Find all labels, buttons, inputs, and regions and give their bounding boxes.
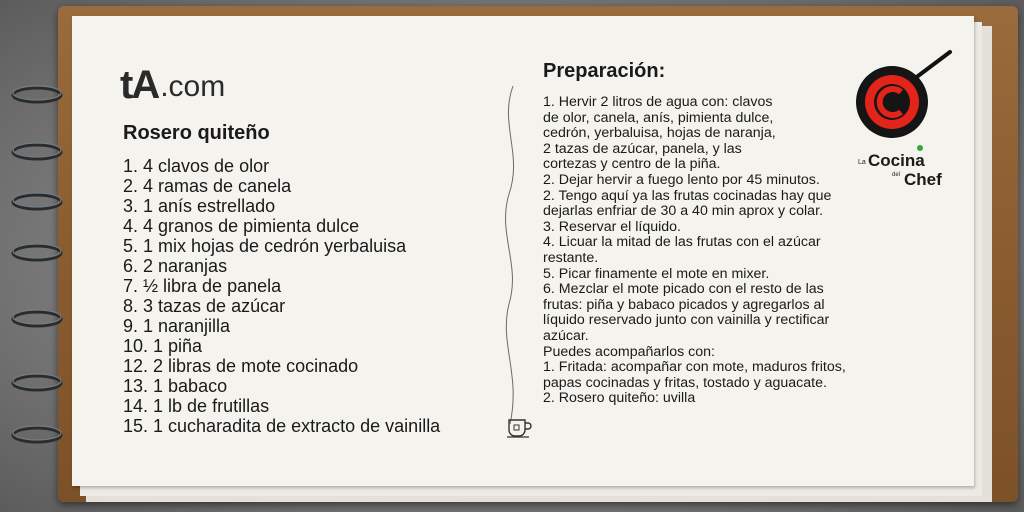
preparation-line: 2. Tengo aquí ya las frutas cocinadas hay que [543,187,832,204]
preparation-line: papas cocinadas y fritas, tostado y aguacate. [543,374,827,391]
preparation-line: líquido reservado junto con vainilla y rectificar [543,312,830,329]
spiral-ring-icon [8,370,66,396]
brand-cocina: Cocina [868,151,925,170]
ingredient-item: 3. 1 anís estrellado [123,196,276,216]
preparation-line: 2 tazas de azúcar, panela, y las [543,140,742,157]
ingredient-item: 9. 1 naranjilla [123,316,231,336]
preparation-title: Preparación: [543,60,666,82]
preparation-line: frutas: piña y babaco picados y agregarlos al [543,296,825,313]
ingredient-item: 14. 1 lb de frutillas [123,396,270,416]
preparation-line: 3. Reservar el líquido. [543,218,682,235]
preparation-line: cedrón, yerbaluisa, hojas de naranja, [543,125,776,142]
la-cocina-del-chef-logo [848,48,954,188]
spiral-ring-icon [8,240,66,266]
teacup-icon [505,412,535,438]
ingredient-item: 8. 3 tazas de azúcar [123,296,286,316]
ingredients-list [123,156,440,436]
spiral-ring-icon [8,422,66,448]
brand-la: La [858,159,866,166]
preparation-line: 2. Rosero quiteño: uvilla [543,390,696,407]
ingredient-item: 5. 1 mix hojas de cedrón yerbaluisa [123,236,407,256]
steam-divider [495,84,525,429]
preparation-line: 1. Hervir 2 litros de agua con: clavos [543,94,773,110]
ingredient-item: 7. ½ libra de panela [123,276,282,296]
site-logo [120,62,226,107]
brand-chef: Chef [904,170,942,188]
recipe-title: Rosero quiteño [123,122,270,144]
preparation-line: de olor, canela, anís, pimienta dulce, [543,109,774,126]
preparation-line: 2. Dejar hervir a fuego lento por 45 minutos. [543,171,820,188]
site-logo-domain: .com [160,70,226,103]
preparation-line: 1. Fritada: acompañar con mote, maduros fritos, [543,359,846,376]
ingredient-item: 15. 1 cucharadita de extracto de vainilla [123,416,441,436]
ingredient-item: 10. 1 piña [123,336,203,356]
preparation-line: dejarlas enfriar de 30 a 40 min aprox y colar. [543,203,823,220]
spiral-ring-icon [8,189,66,215]
brand-del: del [892,172,901,178]
spiral-ring-icon [8,139,66,165]
ingredient-item: 12. 2 libras de mote cocinado [123,356,359,376]
preparation-line: cortezas y centro de la piña. [543,156,721,173]
ingredient-item: 2. 4 ramas de canela [123,176,292,196]
ingredient-item: 1. 4 clavos de olor [123,156,270,176]
spiral-ring-icon [8,306,66,332]
preparation-line: 6. Mezclar el mote picado con el resto de las [543,281,824,298]
spiral-ring-icon [8,82,66,108]
preparation-line: azúcar. [543,327,589,344]
preparation-line: 5. Picar finamente el mote en mixer. [543,265,770,282]
preparation-line: 4. Licuar la mitad de las frutas con el azúcar [543,234,821,251]
preparation-line: restante. [543,249,599,266]
ingredient-item: 4. 4 granos de pimienta dulce [123,216,360,236]
ingredient-item: 13. 1 babaco [123,376,228,396]
preparation-line: Puedes acompañarlos con: [543,343,715,360]
site-logo-mark: tA [120,63,159,107]
ingredient-item: 6. 2 naranjas [123,256,228,276]
